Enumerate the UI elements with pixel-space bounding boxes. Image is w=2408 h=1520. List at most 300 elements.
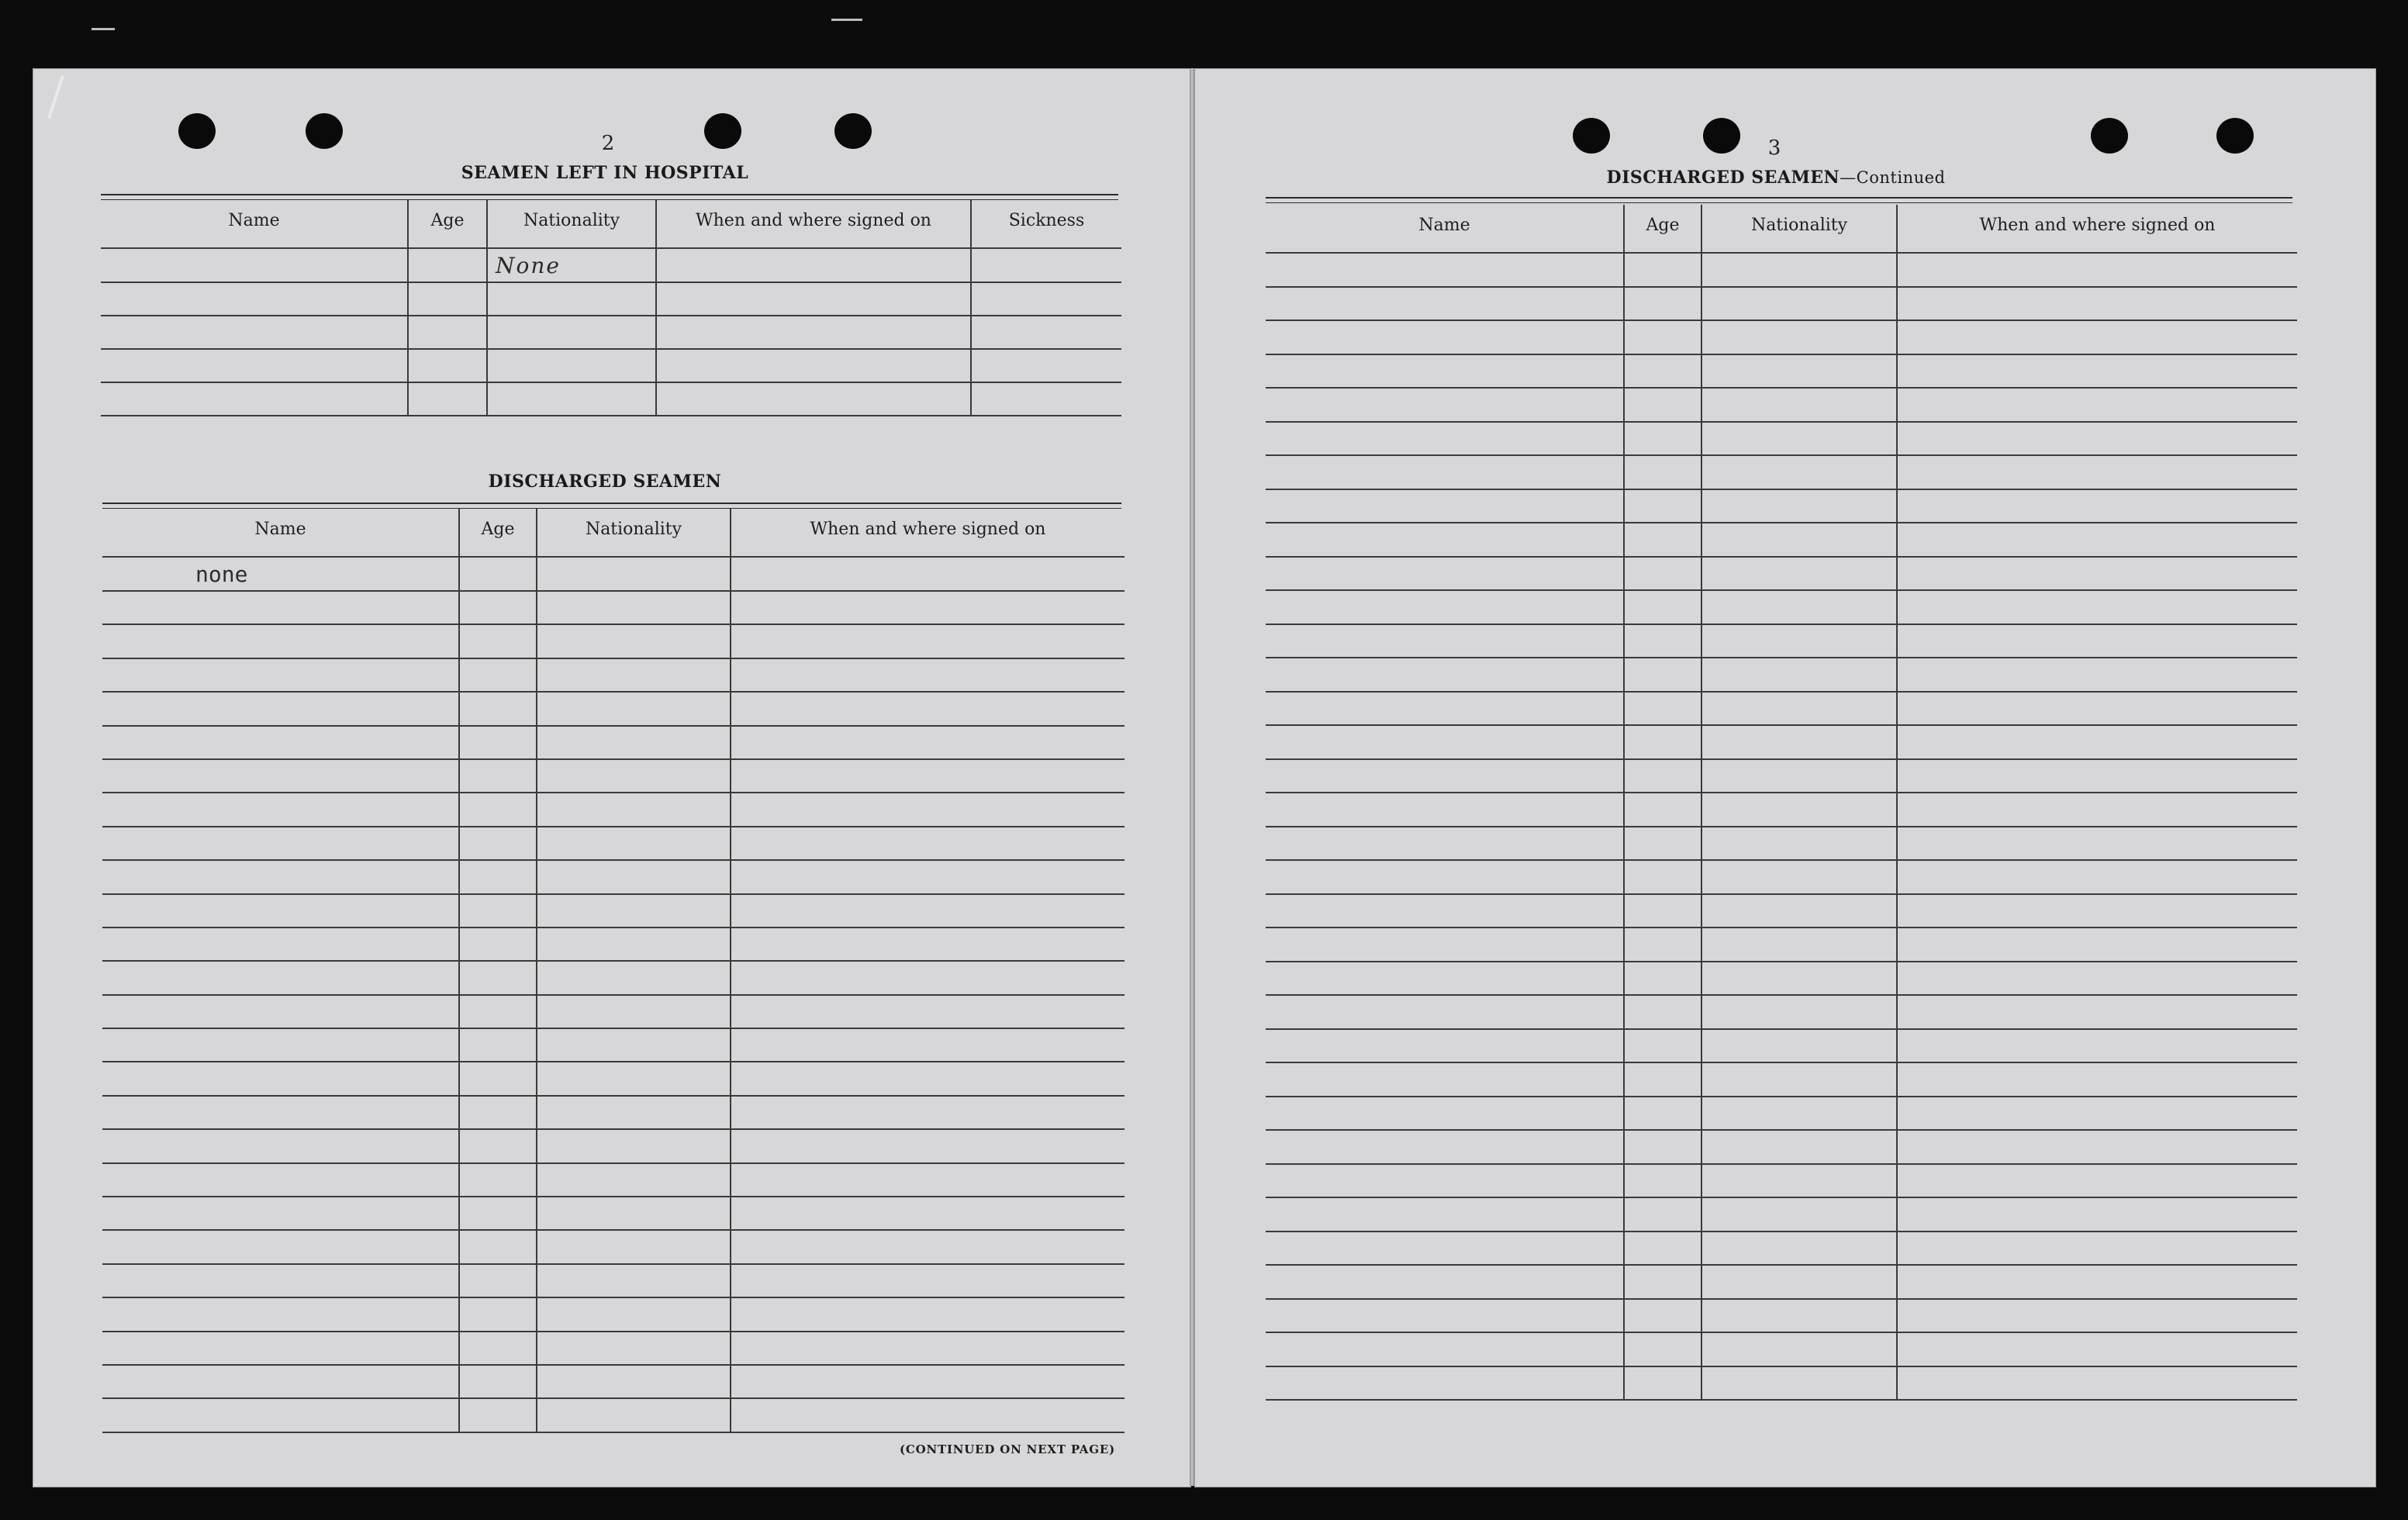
cell-name <box>102 961 459 994</box>
cell-name <box>102 1129 459 1162</box>
cell-name <box>102 1264 459 1297</box>
cell-nationality <box>1701 860 1897 894</box>
cell-signed-on <box>731 928 1125 961</box>
cell-age <box>459 961 537 994</box>
cell <box>101 349 408 382</box>
cell-name <box>102 1365 459 1398</box>
cell-name <box>1266 759 1624 793</box>
cell-name <box>1266 1197 1624 1232</box>
title-suffix: —Continued <box>1840 168 1946 187</box>
cell-signed-on <box>1897 1097 2297 1131</box>
cell-nationality <box>537 624 731 658</box>
cell-nationality <box>537 692 731 725</box>
cell-signed-on <box>1897 962 2297 996</box>
cell-nationality <box>1701 1029 1897 1063</box>
discharged-section-title: DISCHARGED SEAMEN <box>488 472 722 492</box>
page-number: 2 <box>601 132 615 155</box>
cell-signed-on <box>731 1297 1125 1331</box>
cell-age <box>459 1129 537 1162</box>
cell-name <box>1266 725 1624 759</box>
cell-nationality <box>1701 725 1897 759</box>
cell-signed-on <box>1897 1265 2297 1299</box>
table-row <box>101 382 1121 416</box>
table-row <box>1266 320 2297 354</box>
cell <box>971 382 1121 416</box>
table-row <box>1266 388 2297 422</box>
punch-hole <box>2216 118 2254 154</box>
cell-age <box>1624 455 1701 489</box>
table-row <box>102 928 1125 961</box>
hospital-section-title: SEAMEN LEFT IN HOSPITAL <box>461 163 749 183</box>
cell-signed-on <box>731 1230 1125 1263</box>
table-row <box>1266 624 2297 658</box>
cell-name <box>1266 827 1624 861</box>
cell-signed-on <box>656 248 971 282</box>
table-row <box>102 624 1125 658</box>
table-row <box>102 1163 1125 1197</box>
cell-signed-on <box>731 1096 1125 1129</box>
cell-name <box>102 827 459 860</box>
cell-name <box>102 860 459 893</box>
section-rule <box>102 503 1121 509</box>
table-row <box>102 1230 1125 1263</box>
cell-age <box>459 591 537 624</box>
cell-signed-on <box>1897 1299 2297 1333</box>
table-row <box>102 995 1125 1028</box>
table-row <box>1266 1130 2297 1164</box>
table-row <box>1266 1097 2297 1131</box>
cell-nationality <box>537 1163 731 1197</box>
cell-name <box>1266 1265 1624 1299</box>
cell <box>487 316 656 349</box>
cell-signed-on <box>1897 253 2297 287</box>
cell-signed-on <box>1897 995 2297 1029</box>
cell-signed-on <box>731 1163 1125 1197</box>
cell-nationality <box>537 995 731 1028</box>
cell-nationality <box>1701 692 1897 726</box>
cell-signed-on <box>731 1062 1125 1095</box>
cell-age <box>1624 928 1701 962</box>
cell-age <box>459 557 537 591</box>
cell-age <box>459 759 537 793</box>
table-row <box>1266 1197 2297 1232</box>
cell-age <box>459 793 537 826</box>
column-header-name: Name <box>101 200 408 248</box>
cell-signed-on <box>1897 827 2297 861</box>
cell-nationality <box>1701 624 1897 658</box>
cell-age <box>459 894 537 928</box>
table-row <box>102 1264 1125 1297</box>
cell-signed-on <box>731 658 1125 692</box>
cell-age <box>1624 590 1701 624</box>
cell-nationality <box>537 793 731 826</box>
cell-age <box>1624 1299 1701 1333</box>
table-row <box>1266 523 2297 557</box>
cell-nationality <box>1701 1332 1897 1366</box>
cell-nationality <box>1701 793 1897 827</box>
table-row <box>102 1332 1125 1365</box>
cell-name <box>1266 1299 1624 1333</box>
table-row <box>102 1096 1125 1129</box>
cell-age <box>459 1163 537 1197</box>
cell-nationality <box>537 1264 731 1297</box>
cell <box>408 316 487 349</box>
cell-nationality <box>537 591 731 624</box>
cell-nationality <box>1701 1265 1897 1299</box>
cell-age <box>1624 759 1701 793</box>
cell-name <box>102 1297 459 1331</box>
table-row <box>1266 354 2297 389</box>
cell <box>971 316 1121 349</box>
cell <box>101 282 408 316</box>
table-row <box>1266 557 2297 591</box>
cell-nationality <box>1701 1299 1897 1333</box>
scan-speck <box>831 19 862 21</box>
cell-name <box>102 624 459 658</box>
column-header-sickness: Sickness <box>971 200 1121 248</box>
cell-name <box>1266 995 1624 1029</box>
cell-nationality <box>537 1332 731 1365</box>
column-header-name: Name <box>1266 205 1624 253</box>
cell-age <box>1624 287 1701 321</box>
cell-signed-on <box>1897 557 2297 591</box>
cell-age <box>459 1230 537 1263</box>
cell-nationality <box>537 1297 731 1331</box>
table-row <box>102 793 1125 826</box>
cell-name <box>102 995 459 1028</box>
cell-nationality <box>537 1028 731 1062</box>
cell-nationality <box>1701 388 1897 422</box>
cell-signed-on <box>1897 1332 2297 1366</box>
cell-nationality <box>1701 1164 1897 1198</box>
cell-age <box>408 248 487 282</box>
cell-nationality <box>1701 928 1897 962</box>
continued-note: (CONTINUED ON NEXT PAGE) <box>900 1442 1115 1456</box>
cell-nationality <box>1701 557 1897 591</box>
cell-signed-on <box>731 692 1125 725</box>
cell-signed-on <box>731 557 1125 591</box>
table-row <box>102 591 1125 624</box>
table-row <box>101 248 1121 282</box>
cell-signed-on <box>1897 759 2297 793</box>
cell-nationality <box>537 658 731 692</box>
punch-hole <box>1573 118 1610 154</box>
table-row <box>102 961 1125 994</box>
column-header-nationality: Nationality <box>487 200 656 248</box>
cell-nationality <box>1701 1232 1897 1266</box>
cell-name <box>102 591 459 624</box>
cell-signed-on <box>1897 388 2297 422</box>
cell-nationality <box>537 894 731 928</box>
cell-nationality <box>1701 1366 1897 1401</box>
cell-name <box>102 928 459 961</box>
cell-name <box>102 1197 459 1230</box>
table-row <box>101 316 1121 349</box>
table-row <box>102 860 1125 893</box>
cell-name <box>1266 962 1624 996</box>
table-row <box>1266 995 2297 1029</box>
cell-nationality <box>1701 995 1897 1029</box>
cell-signed-on <box>731 894 1125 928</box>
cell-age <box>459 1297 537 1331</box>
cell-signed-on <box>1897 1366 2297 1401</box>
cell-nationality <box>537 961 731 994</box>
cell <box>408 382 487 416</box>
table-row <box>1266 1332 2297 1366</box>
cell-name <box>102 658 459 692</box>
cell-nationality <box>1701 489 1897 523</box>
cell-signed-on <box>731 961 1125 994</box>
cell-name <box>1266 1097 1624 1131</box>
cell-age <box>1624 1232 1701 1266</box>
cell <box>656 382 971 416</box>
cell-signed-on <box>1897 1164 2297 1198</box>
cell-nationality <box>537 1096 731 1129</box>
cell-age <box>1624 253 1701 287</box>
table-row <box>1266 1062 2297 1097</box>
cell-nationality <box>1701 658 1897 692</box>
column-header-age: Age <box>408 200 487 248</box>
table-row <box>1266 860 2297 894</box>
scan-speck <box>92 28 115 30</box>
cell-nationality <box>1701 1197 1897 1232</box>
column-header-signed-on: When and where signed on <box>656 200 971 248</box>
cell-age <box>459 1398 537 1432</box>
cell-age <box>1624 725 1701 759</box>
cell-name <box>102 1230 459 1263</box>
cell-nationality <box>537 1398 731 1432</box>
cell-nationality <box>1701 320 1897 354</box>
page-number: 3 <box>1767 136 1781 160</box>
table-row <box>102 1365 1125 1398</box>
table-row <box>1266 725 2297 759</box>
cell-signed-on <box>1897 894 2297 928</box>
cell-nationality <box>537 1129 731 1162</box>
cell-name <box>102 1062 459 1095</box>
cell <box>408 282 487 316</box>
cell <box>487 282 656 316</box>
hospital-table <box>101 200 1121 416</box>
cell-name: none <box>102 557 459 591</box>
cell-signed-on <box>1897 860 2297 894</box>
table-row <box>1266 928 2297 962</box>
cell-nationality <box>1701 354 1897 389</box>
cell-name <box>1266 557 1624 591</box>
cell-nationality <box>537 726 731 759</box>
cell-nationality <box>1701 422 1897 456</box>
cell-signed-on <box>731 1332 1125 1365</box>
cell-age <box>1624 1265 1701 1299</box>
table-row <box>102 692 1125 725</box>
cell <box>656 349 971 382</box>
cell-age <box>1624 894 1701 928</box>
cell-name <box>1266 523 1624 557</box>
cell-signed-on <box>731 726 1125 759</box>
cell-name <box>1266 590 1624 624</box>
cell-name <box>1266 253 1624 287</box>
table-row <box>1266 658 2297 692</box>
cell-signed-on <box>731 827 1125 860</box>
table-row <box>102 827 1125 860</box>
cell-age <box>459 827 537 860</box>
cell <box>101 382 408 416</box>
cell-age <box>1624 489 1701 523</box>
cell-age <box>1624 995 1701 1029</box>
cell-age <box>459 1365 537 1398</box>
table-row <box>102 557 1125 591</box>
cell-name <box>1266 1130 1624 1164</box>
cell-age <box>1624 523 1701 557</box>
column-header-nationality: Nationality <box>1701 205 1897 253</box>
cell-signed-on <box>1897 1232 2297 1266</box>
punch-hole <box>178 113 216 149</box>
cell-nationality <box>537 1062 731 1095</box>
cell-signed-on <box>731 1028 1125 1062</box>
page-fold <box>1190 68 1194 1486</box>
cell-name <box>1266 860 1624 894</box>
table-row <box>1266 287 2297 321</box>
table-row <box>1266 455 2297 489</box>
cell-signed-on <box>731 759 1125 793</box>
cell <box>101 316 408 349</box>
cell-age <box>459 995 537 1028</box>
cell-age <box>1624 1062 1701 1097</box>
cell-age <box>1624 320 1701 354</box>
table-row <box>1266 1029 2297 1063</box>
cell-name <box>1266 489 1624 523</box>
cell-nationality <box>537 1365 731 1398</box>
cell-name <box>1266 422 1624 456</box>
cell-name <box>1266 1232 1624 1266</box>
table-row <box>1266 827 2297 861</box>
cell-nationality <box>1701 455 1897 489</box>
cell-age <box>459 928 537 961</box>
cell-age <box>1624 624 1701 658</box>
cell-sickness <box>971 248 1121 282</box>
cell-age <box>1624 1366 1701 1401</box>
cell-name <box>1266 1366 1624 1401</box>
cell-signed-on <box>731 1365 1125 1398</box>
cell-name <box>1266 793 1624 827</box>
table-row <box>1266 1265 2297 1299</box>
cell-name <box>1266 928 1624 962</box>
cell-name <box>1266 658 1624 692</box>
table-row <box>1266 692 2297 726</box>
section-rule <box>101 194 1118 200</box>
cell-name <box>1266 1029 1624 1063</box>
table-row <box>102 1398 1125 1432</box>
cell-name <box>101 248 408 282</box>
column-header-age: Age <box>1624 205 1701 253</box>
cell-name <box>1266 455 1624 489</box>
cell-signed-on <box>1897 793 2297 827</box>
table-row <box>102 658 1125 692</box>
table-row <box>1266 894 2297 928</box>
table-row <box>1266 1299 2297 1333</box>
cell-nationality <box>1701 759 1897 793</box>
cell-age <box>1624 422 1701 456</box>
cell-age <box>1624 860 1701 894</box>
discharged-continued-title <box>1543 168 2009 188</box>
cell-signed-on <box>731 591 1125 624</box>
cell-name <box>1266 1062 1624 1097</box>
cell-name <box>102 1096 459 1129</box>
cell <box>656 316 971 349</box>
table-row <box>102 1197 1125 1230</box>
cell-age <box>1624 793 1701 827</box>
table-row <box>1266 962 2297 996</box>
cell-age <box>459 1264 537 1297</box>
table-row <box>1266 422 2297 456</box>
cell-nationality <box>1701 894 1897 928</box>
table-row <box>102 1062 1125 1095</box>
cell <box>971 349 1121 382</box>
punch-hole <box>704 113 741 149</box>
cell-name <box>1266 894 1624 928</box>
cell-age <box>1624 1164 1701 1198</box>
cell-nationality <box>537 759 731 793</box>
cell-signed-on <box>1897 320 2297 354</box>
cell-age <box>459 624 537 658</box>
discharged-table-right <box>1266 205 2297 1401</box>
cell-signed-on <box>1897 455 2297 489</box>
table-row <box>1266 1164 2297 1198</box>
table-row <box>1266 759 2297 793</box>
table-row <box>1266 793 2297 827</box>
cell-signed-on <box>731 860 1125 893</box>
cell-age <box>1624 1332 1701 1366</box>
cell-signed-on <box>1897 692 2297 726</box>
cell-nationality <box>537 1230 731 1263</box>
cell-signed-on <box>1897 658 2297 692</box>
cell-name <box>1266 624 1624 658</box>
cell-age <box>1624 557 1701 591</box>
table-row <box>102 894 1125 928</box>
cell-signed-on <box>731 624 1125 658</box>
cell-signed-on <box>1897 1130 2297 1164</box>
cell-name <box>1266 354 1624 389</box>
title-text: DISCHARGED SEAMEN <box>1606 168 1840 188</box>
cell-signed-on <box>1897 928 2297 962</box>
cell-age <box>459 860 537 893</box>
cell-age <box>1624 1029 1701 1063</box>
cell-nationality <box>1701 1130 1897 1164</box>
cell-age <box>1624 692 1701 726</box>
cell-nationality: None <box>487 248 656 282</box>
cell-age <box>459 1096 537 1129</box>
cell <box>408 349 487 382</box>
punch-hole <box>1703 118 1740 154</box>
cell-age <box>1624 658 1701 692</box>
cell-nationality <box>1701 1062 1897 1097</box>
table-row <box>1266 590 2297 624</box>
punch-hole <box>2091 118 2128 154</box>
cell-name <box>102 1163 459 1197</box>
table-row <box>102 726 1125 759</box>
cell <box>487 382 656 416</box>
table-row <box>1266 1366 2297 1401</box>
cell-name <box>1266 1332 1624 1366</box>
cell-signed-on <box>1897 1029 2297 1063</box>
cell-name <box>102 894 459 928</box>
table-row <box>101 349 1121 382</box>
cell-nationality <box>1701 523 1897 557</box>
cell-age <box>1624 354 1701 389</box>
cell <box>656 282 971 316</box>
cell-signed-on <box>731 793 1125 826</box>
cell-signed-on <box>1897 624 2297 658</box>
cell <box>487 349 656 382</box>
